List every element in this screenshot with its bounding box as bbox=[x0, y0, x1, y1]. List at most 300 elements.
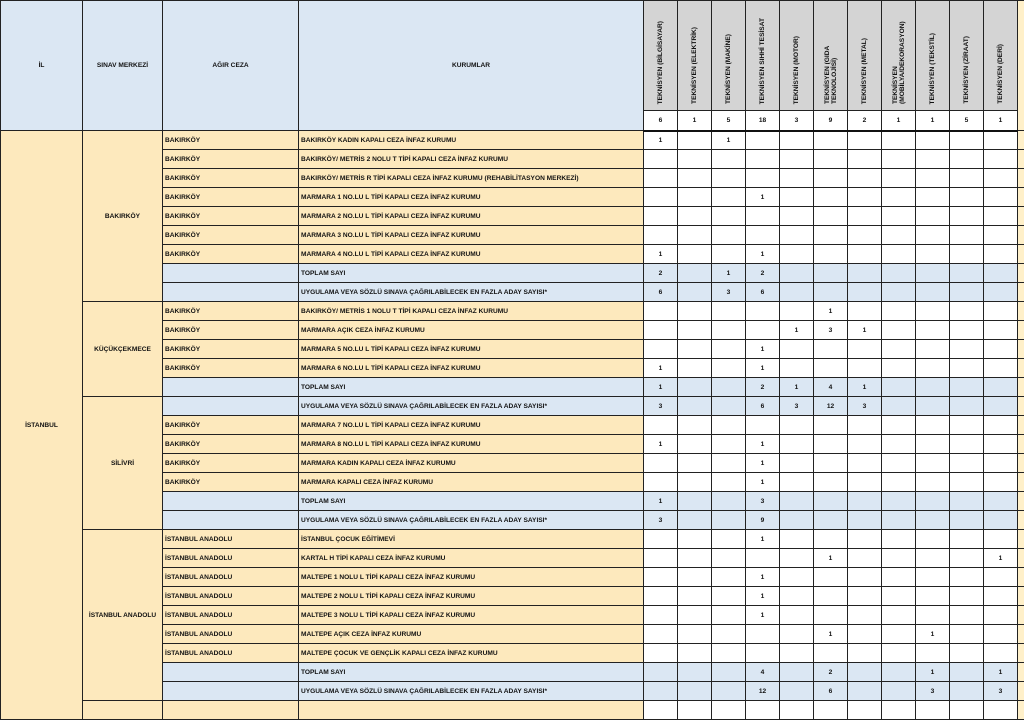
value-cell bbox=[882, 416, 916, 435]
value-cell bbox=[950, 131, 984, 150]
value-cell bbox=[848, 226, 882, 245]
value-cell bbox=[882, 169, 916, 188]
value-cell bbox=[848, 663, 882, 682]
value-cell bbox=[950, 701, 984, 720]
value-cell bbox=[644, 321, 678, 340]
value-cell: 6 bbox=[814, 682, 848, 701]
value-cell bbox=[814, 150, 848, 169]
value-cell bbox=[780, 359, 814, 378]
value-cell bbox=[984, 131, 1018, 150]
value-cell bbox=[950, 549, 984, 568]
kurum-cell: MARMARA 7 NO.LU L TİPİ KAPALI CEZA İNFAZ KURUMU bbox=[299, 416, 644, 435]
header-kurumlar: KURUMLAR bbox=[299, 1, 644, 131]
value-cell bbox=[984, 359, 1018, 378]
value-cell bbox=[916, 606, 950, 625]
agir-ceza-cell: BAKIRKÖY bbox=[163, 435, 299, 454]
value-cell: 6 bbox=[644, 283, 678, 302]
value-cell: 2 bbox=[746, 378, 780, 397]
value-cell: 1 bbox=[746, 454, 780, 473]
value-cell bbox=[780, 549, 814, 568]
value-cell bbox=[814, 340, 848, 359]
value-cell bbox=[678, 264, 712, 283]
value-cell bbox=[644, 226, 678, 245]
kurum-cell: UYGULAMA VEYA SÖZLÜ SINAVA ÇAĞRILABİLECEK EN FAZLA ADAY SAYISI* bbox=[299, 397, 644, 416]
value-cell: 1 bbox=[814, 625, 848, 644]
value-cell bbox=[712, 644, 746, 663]
value-cell bbox=[916, 264, 950, 283]
edge-cell bbox=[1018, 454, 1024, 473]
value-cell bbox=[882, 245, 916, 264]
value-cell bbox=[712, 492, 746, 511]
kurum-cell: BAKIRKÖY KADIN KAPALI CEZA İNFAZ KURUMU bbox=[299, 131, 644, 150]
header-column-label: TEKNİSYEN (ZİRAAT) bbox=[963, 36, 970, 104]
value-cell bbox=[814, 435, 848, 454]
value-cell bbox=[746, 321, 780, 340]
value-cell bbox=[814, 473, 848, 492]
value-cell bbox=[916, 701, 950, 720]
value-cell bbox=[712, 150, 746, 169]
value-cell bbox=[678, 340, 712, 359]
agir-ceza-cell bbox=[163, 492, 299, 511]
value-cell bbox=[644, 606, 678, 625]
value-cell bbox=[678, 473, 712, 492]
value-cell bbox=[678, 701, 712, 720]
value-cell bbox=[780, 606, 814, 625]
value-cell bbox=[882, 131, 916, 150]
value-cell: 1 bbox=[644, 492, 678, 511]
value-cell bbox=[882, 264, 916, 283]
value-cell bbox=[848, 359, 882, 378]
value-cell: 6 bbox=[746, 283, 780, 302]
value-cell bbox=[984, 321, 1018, 340]
value-cell: 1 bbox=[746, 188, 780, 207]
value-cell bbox=[916, 549, 950, 568]
kurum-cell: MALTEPE 1 NOLU L TİPİ KAPALI CEZA İNFAZ KURUMU bbox=[299, 568, 644, 587]
value-cell bbox=[950, 473, 984, 492]
edge-cell bbox=[1018, 378, 1024, 397]
value-cell: 1 bbox=[848, 378, 882, 397]
value-cell bbox=[780, 701, 814, 720]
value-cell bbox=[644, 150, 678, 169]
column-total: 1 bbox=[678, 111, 712, 131]
il-cell: İSTANBUL bbox=[1, 131, 83, 720]
value-cell bbox=[780, 302, 814, 321]
value-cell bbox=[916, 321, 950, 340]
kurum-cell: UYGULAMA VEYA SÖZLÜ SINAVA ÇAĞRILABİLECEK EN FAZLA ADAY SAYISI* bbox=[299, 283, 644, 302]
value-cell bbox=[950, 359, 984, 378]
value-cell bbox=[712, 226, 746, 245]
value-cell bbox=[882, 587, 916, 606]
value-cell bbox=[780, 644, 814, 663]
agir-ceza-cell: BAKIRKÖY bbox=[163, 207, 299, 226]
value-cell: 1 bbox=[814, 302, 848, 321]
header-column-label: TEKNİSYEN (DERİ) bbox=[997, 44, 1004, 104]
value-cell: 1 bbox=[814, 549, 848, 568]
value-cell bbox=[780, 530, 814, 549]
value-cell bbox=[848, 302, 882, 321]
value-cell bbox=[814, 283, 848, 302]
edge-column bbox=[1018, 1, 1024, 131]
kurum-cell: MARMARA 2 NO.LU L TİPİ KAPALI CEZA İNFAZ KURUMU bbox=[299, 207, 644, 226]
value-cell bbox=[678, 245, 712, 264]
value-cell bbox=[814, 131, 848, 150]
value-cell bbox=[644, 701, 678, 720]
value-cell bbox=[644, 549, 678, 568]
column-total: 5 bbox=[712, 111, 746, 131]
value-cell bbox=[712, 701, 746, 720]
value-cell bbox=[678, 188, 712, 207]
agir-ceza-cell bbox=[163, 511, 299, 530]
kurum-cell: UYGULAMA VEYA SÖZLÜ SINAVA ÇAĞRILABİLECEK EN FAZLA ADAY SAYISI* bbox=[299, 682, 644, 701]
value-cell bbox=[780, 663, 814, 682]
value-cell bbox=[780, 340, 814, 359]
value-cell bbox=[916, 435, 950, 454]
value-cell bbox=[746, 625, 780, 644]
value-cell bbox=[848, 606, 882, 625]
value-cell: 1 bbox=[916, 625, 950, 644]
kurum-cell: MARMARA KADIN KAPALI CEZA İNFAZ KURUMU bbox=[299, 454, 644, 473]
value-cell bbox=[848, 188, 882, 207]
value-cell bbox=[814, 511, 848, 530]
kurum-cell: MARMARA 8 NO.LU L TİPİ KAPALI CEZA İNFAZ KURUMU bbox=[299, 435, 644, 454]
value-cell bbox=[916, 131, 950, 150]
agir-ceza-cell bbox=[163, 378, 299, 397]
kurum-cell: MARMARA 4 NO.LU L TİPİ KAPALI CEZA İNFAZ KURUMU bbox=[299, 245, 644, 264]
value-cell bbox=[882, 435, 916, 454]
value-cell bbox=[984, 207, 1018, 226]
value-cell: 6 bbox=[746, 397, 780, 416]
value-cell bbox=[644, 530, 678, 549]
sinav-merkezi-cell: İSTANBUL ANADOLU bbox=[83, 530, 163, 701]
value-cell bbox=[780, 511, 814, 530]
value-cell bbox=[780, 625, 814, 644]
header-column bbox=[814, 1, 848, 111]
value-cell bbox=[780, 188, 814, 207]
value-cell bbox=[984, 283, 1018, 302]
value-cell bbox=[950, 644, 984, 663]
value-cell bbox=[984, 397, 1018, 416]
value-cell bbox=[678, 568, 712, 587]
edge-cell bbox=[1018, 359, 1024, 378]
value-cell bbox=[848, 473, 882, 492]
value-cell bbox=[848, 587, 882, 606]
value-cell: 1 bbox=[746, 530, 780, 549]
agir-ceza-cell bbox=[163, 283, 299, 302]
value-cell bbox=[984, 511, 1018, 530]
value-cell bbox=[916, 245, 950, 264]
value-cell: 1 bbox=[644, 378, 678, 397]
value-cell: 1 bbox=[746, 340, 780, 359]
value-cell bbox=[644, 454, 678, 473]
value-cell: 3 bbox=[644, 511, 678, 530]
value-cell bbox=[780, 150, 814, 169]
value-cell bbox=[644, 340, 678, 359]
value-cell bbox=[950, 397, 984, 416]
value-cell bbox=[678, 416, 712, 435]
value-cell bbox=[984, 188, 1018, 207]
agir-ceza-cell: İSTANBUL ANADOLU bbox=[163, 530, 299, 549]
value-cell bbox=[780, 682, 814, 701]
kurum-cell: TOPLAM SAYI bbox=[299, 264, 644, 283]
value-cell bbox=[678, 549, 712, 568]
edge-cell bbox=[1018, 150, 1024, 169]
header-column-label: TEKNİSYEN (BİLGİSAYAR) bbox=[657, 21, 664, 104]
value-cell bbox=[678, 131, 712, 150]
header-column-label: TEKNİSYEN (MOTOR) bbox=[793, 36, 800, 104]
value-cell bbox=[814, 568, 848, 587]
value-cell: 1 bbox=[746, 568, 780, 587]
edge-cell bbox=[1018, 169, 1024, 188]
kurum-cell: MARMARA 3 NO.LU L TİPİ KAPALI CEZA İNFAZ KURUMU bbox=[299, 226, 644, 245]
edge-cell bbox=[1018, 340, 1024, 359]
value-cell bbox=[814, 416, 848, 435]
value-cell bbox=[984, 644, 1018, 663]
header-column-label: TEKNİSYEN (METAL) bbox=[861, 38, 868, 104]
agir-ceza-cell: İSTANBUL ANADOLU bbox=[163, 625, 299, 644]
value-cell bbox=[712, 606, 746, 625]
value-cell: 1 bbox=[746, 606, 780, 625]
value-cell bbox=[984, 264, 1018, 283]
sinav-merkezi-cell: KÜÇÜKÇEKMECE bbox=[83, 302, 163, 397]
value-cell: 4 bbox=[814, 378, 848, 397]
value-cell bbox=[678, 378, 712, 397]
value-cell bbox=[678, 530, 712, 549]
kurum-cell: İSTANBUL ÇOCUK EĞİTİMEVİ bbox=[299, 530, 644, 549]
value-cell bbox=[984, 340, 1018, 359]
value-cell bbox=[882, 606, 916, 625]
value-cell bbox=[984, 226, 1018, 245]
value-cell bbox=[678, 283, 712, 302]
agir-ceza-cell: BAKIRKÖY bbox=[163, 188, 299, 207]
header-column bbox=[746, 1, 780, 111]
edge-cell bbox=[1018, 321, 1024, 340]
value-cell bbox=[984, 568, 1018, 587]
value-cell bbox=[644, 207, 678, 226]
value-cell bbox=[678, 492, 712, 511]
kurum-cell: TOPLAM SAYI bbox=[299, 378, 644, 397]
value-cell bbox=[712, 359, 746, 378]
value-cell bbox=[950, 378, 984, 397]
value-cell bbox=[644, 625, 678, 644]
value-cell bbox=[712, 397, 746, 416]
value-cell: 3 bbox=[746, 492, 780, 511]
table-row bbox=[1, 131, 1024, 150]
header-column-label: TEKNİSYEN (MAKİNE) bbox=[725, 34, 732, 104]
value-cell bbox=[984, 587, 1018, 606]
agir-ceza-cell: BAKIRKÖY bbox=[163, 302, 299, 321]
column-total: 1 bbox=[882, 111, 916, 131]
value-cell bbox=[814, 492, 848, 511]
value-cell: 3 bbox=[644, 397, 678, 416]
header-column bbox=[848, 1, 882, 111]
edge-cell bbox=[1018, 302, 1024, 321]
value-cell bbox=[882, 283, 916, 302]
value-cell bbox=[644, 302, 678, 321]
value-cell bbox=[916, 397, 950, 416]
value-cell bbox=[848, 511, 882, 530]
value-cell bbox=[882, 549, 916, 568]
edge-cell bbox=[1018, 511, 1024, 530]
value-cell bbox=[882, 321, 916, 340]
edge-cell bbox=[1018, 435, 1024, 454]
value-cell bbox=[746, 701, 780, 720]
value-cell: 1 bbox=[780, 321, 814, 340]
column-total: 18 bbox=[746, 111, 780, 131]
agir-ceza-cell bbox=[163, 397, 299, 416]
value-cell bbox=[678, 169, 712, 188]
agir-ceza-cell: BAKIRKÖY bbox=[163, 150, 299, 169]
edge-cell bbox=[1018, 644, 1024, 663]
value-cell bbox=[984, 150, 1018, 169]
value-cell bbox=[848, 549, 882, 568]
value-cell bbox=[712, 530, 746, 549]
value-cell bbox=[780, 473, 814, 492]
value-cell bbox=[916, 188, 950, 207]
value-cell bbox=[848, 131, 882, 150]
value-cell: 1 bbox=[746, 245, 780, 264]
value-cell bbox=[746, 169, 780, 188]
value-cell bbox=[984, 454, 1018, 473]
value-cell bbox=[712, 340, 746, 359]
value-cell bbox=[882, 397, 916, 416]
value-cell bbox=[678, 454, 712, 473]
kurum-cell: BAKIRKÖY/ METRİS 2 NOLU T TİPİ KAPALI CEZA İNFAZ KURUMU bbox=[299, 150, 644, 169]
agir-ceza-cell: BAKIRKÖY bbox=[163, 359, 299, 378]
agir-ceza-cell: BAKIRKÖY bbox=[163, 321, 299, 340]
value-cell bbox=[644, 188, 678, 207]
value-cell bbox=[644, 663, 678, 682]
value-cell bbox=[712, 454, 746, 473]
edge-cell bbox=[1018, 682, 1024, 701]
value-cell bbox=[882, 530, 916, 549]
value-cell: 2 bbox=[746, 264, 780, 283]
edge-cell bbox=[1018, 530, 1024, 549]
edge-cell bbox=[1018, 226, 1024, 245]
sinav-merkezi-cell: SİLİVRİ bbox=[83, 397, 163, 530]
value-cell bbox=[916, 568, 950, 587]
header-column bbox=[644, 1, 678, 111]
agir-ceza-cell: İSTANBUL ANADOLU bbox=[163, 644, 299, 663]
value-cell: 1 bbox=[644, 245, 678, 264]
value-cell bbox=[746, 226, 780, 245]
value-cell bbox=[950, 682, 984, 701]
value-cell bbox=[984, 492, 1018, 511]
value-cell bbox=[712, 169, 746, 188]
value-cell bbox=[780, 416, 814, 435]
agir-ceza-cell bbox=[163, 663, 299, 682]
value-cell bbox=[882, 701, 916, 720]
value-cell: 2 bbox=[814, 663, 848, 682]
agir-ceza-cell: BAKIRKÖY bbox=[163, 169, 299, 188]
agir-ceza-cell: BAKIRKÖY bbox=[163, 340, 299, 359]
kurum-cell: MARMARA 1 NO.LU L TİPİ KAPALI CEZA İNFAZ KURUMU bbox=[299, 188, 644, 207]
header-column-label: TEKNİSYEN (MOBİLYA/DEKORASYON) bbox=[892, 1, 906, 105]
value-cell bbox=[644, 644, 678, 663]
value-cell bbox=[882, 511, 916, 530]
value-cell bbox=[984, 473, 1018, 492]
value-cell bbox=[814, 454, 848, 473]
value-cell bbox=[780, 454, 814, 473]
value-cell bbox=[984, 378, 1018, 397]
value-cell: 3 bbox=[712, 283, 746, 302]
value-cell bbox=[746, 207, 780, 226]
value-cell bbox=[882, 492, 916, 511]
sinav-merkezi-cell: BAKIRKÖY bbox=[83, 131, 163, 302]
value-cell bbox=[644, 473, 678, 492]
value-cell bbox=[678, 226, 712, 245]
value-cell bbox=[916, 511, 950, 530]
value-cell bbox=[712, 378, 746, 397]
header-column-label: TEKNİSYEN (TEKSTİL) bbox=[929, 33, 936, 104]
kurum-cell: MALTEPE 3 NOLU L TİPİ KAPALI CEZA İNFAZ KURUMU bbox=[299, 606, 644, 625]
value-cell: 12 bbox=[814, 397, 848, 416]
value-cell bbox=[950, 511, 984, 530]
value-cell bbox=[678, 207, 712, 226]
value-cell bbox=[848, 492, 882, 511]
table-row bbox=[1, 530, 1024, 549]
value-cell bbox=[916, 150, 950, 169]
kurum-cell: MALTEPE AÇIK CEZA İNFAZ KURUMU bbox=[299, 625, 644, 644]
value-cell bbox=[882, 359, 916, 378]
value-cell bbox=[678, 606, 712, 625]
value-cell bbox=[780, 169, 814, 188]
value-cell bbox=[882, 188, 916, 207]
value-cell bbox=[712, 321, 746, 340]
value-cell bbox=[780, 587, 814, 606]
empty-cell bbox=[163, 701, 299, 720]
value-cell bbox=[678, 511, 712, 530]
value-cell bbox=[950, 435, 984, 454]
value-cell bbox=[848, 435, 882, 454]
value-cell bbox=[848, 245, 882, 264]
value-cell bbox=[678, 682, 712, 701]
kurum-cell: MARMARA 5 NO.LU L TİPİ KAPALI CEZA İNFAZ KURUMU bbox=[299, 340, 644, 359]
kurum-cell: MALTEPE ÇOCUK VE GENÇLİK KAPALI CEZA İNFAZ KURUMU bbox=[299, 644, 644, 663]
header-column bbox=[950, 1, 984, 111]
value-cell bbox=[950, 302, 984, 321]
value-cell: 1 bbox=[644, 131, 678, 150]
value-cell bbox=[746, 302, 780, 321]
edge-cell bbox=[1018, 492, 1024, 511]
header-column bbox=[678, 1, 712, 111]
value-cell bbox=[746, 644, 780, 663]
header-il: İL bbox=[1, 1, 83, 131]
value-cell bbox=[780, 264, 814, 283]
header-column bbox=[984, 1, 1018, 111]
value-cell bbox=[678, 321, 712, 340]
value-cell: 1 bbox=[712, 264, 746, 283]
value-cell bbox=[950, 169, 984, 188]
value-cell bbox=[882, 226, 916, 245]
summary-row bbox=[1, 397, 1024, 416]
value-cell bbox=[814, 245, 848, 264]
value-cell bbox=[882, 568, 916, 587]
value-cell bbox=[780, 207, 814, 226]
value-cell bbox=[984, 416, 1018, 435]
kurum-cell: UYGULAMA VEYA SÖZLÜ SINAVA ÇAĞRILABİLECEK EN FAZLA ADAY SAYISI* bbox=[299, 511, 644, 530]
value-cell: 3 bbox=[780, 397, 814, 416]
value-cell bbox=[780, 492, 814, 511]
value-cell bbox=[712, 245, 746, 264]
value-cell: 1 bbox=[746, 359, 780, 378]
value-cell bbox=[984, 302, 1018, 321]
kurum-cell: MARMARA KAPALI CEZA İNFAZ KURUMU bbox=[299, 473, 644, 492]
value-cell: 1 bbox=[984, 663, 1018, 682]
edge-cell bbox=[1018, 473, 1024, 492]
value-cell bbox=[712, 549, 746, 568]
value-cell bbox=[712, 625, 746, 644]
value-cell bbox=[780, 435, 814, 454]
